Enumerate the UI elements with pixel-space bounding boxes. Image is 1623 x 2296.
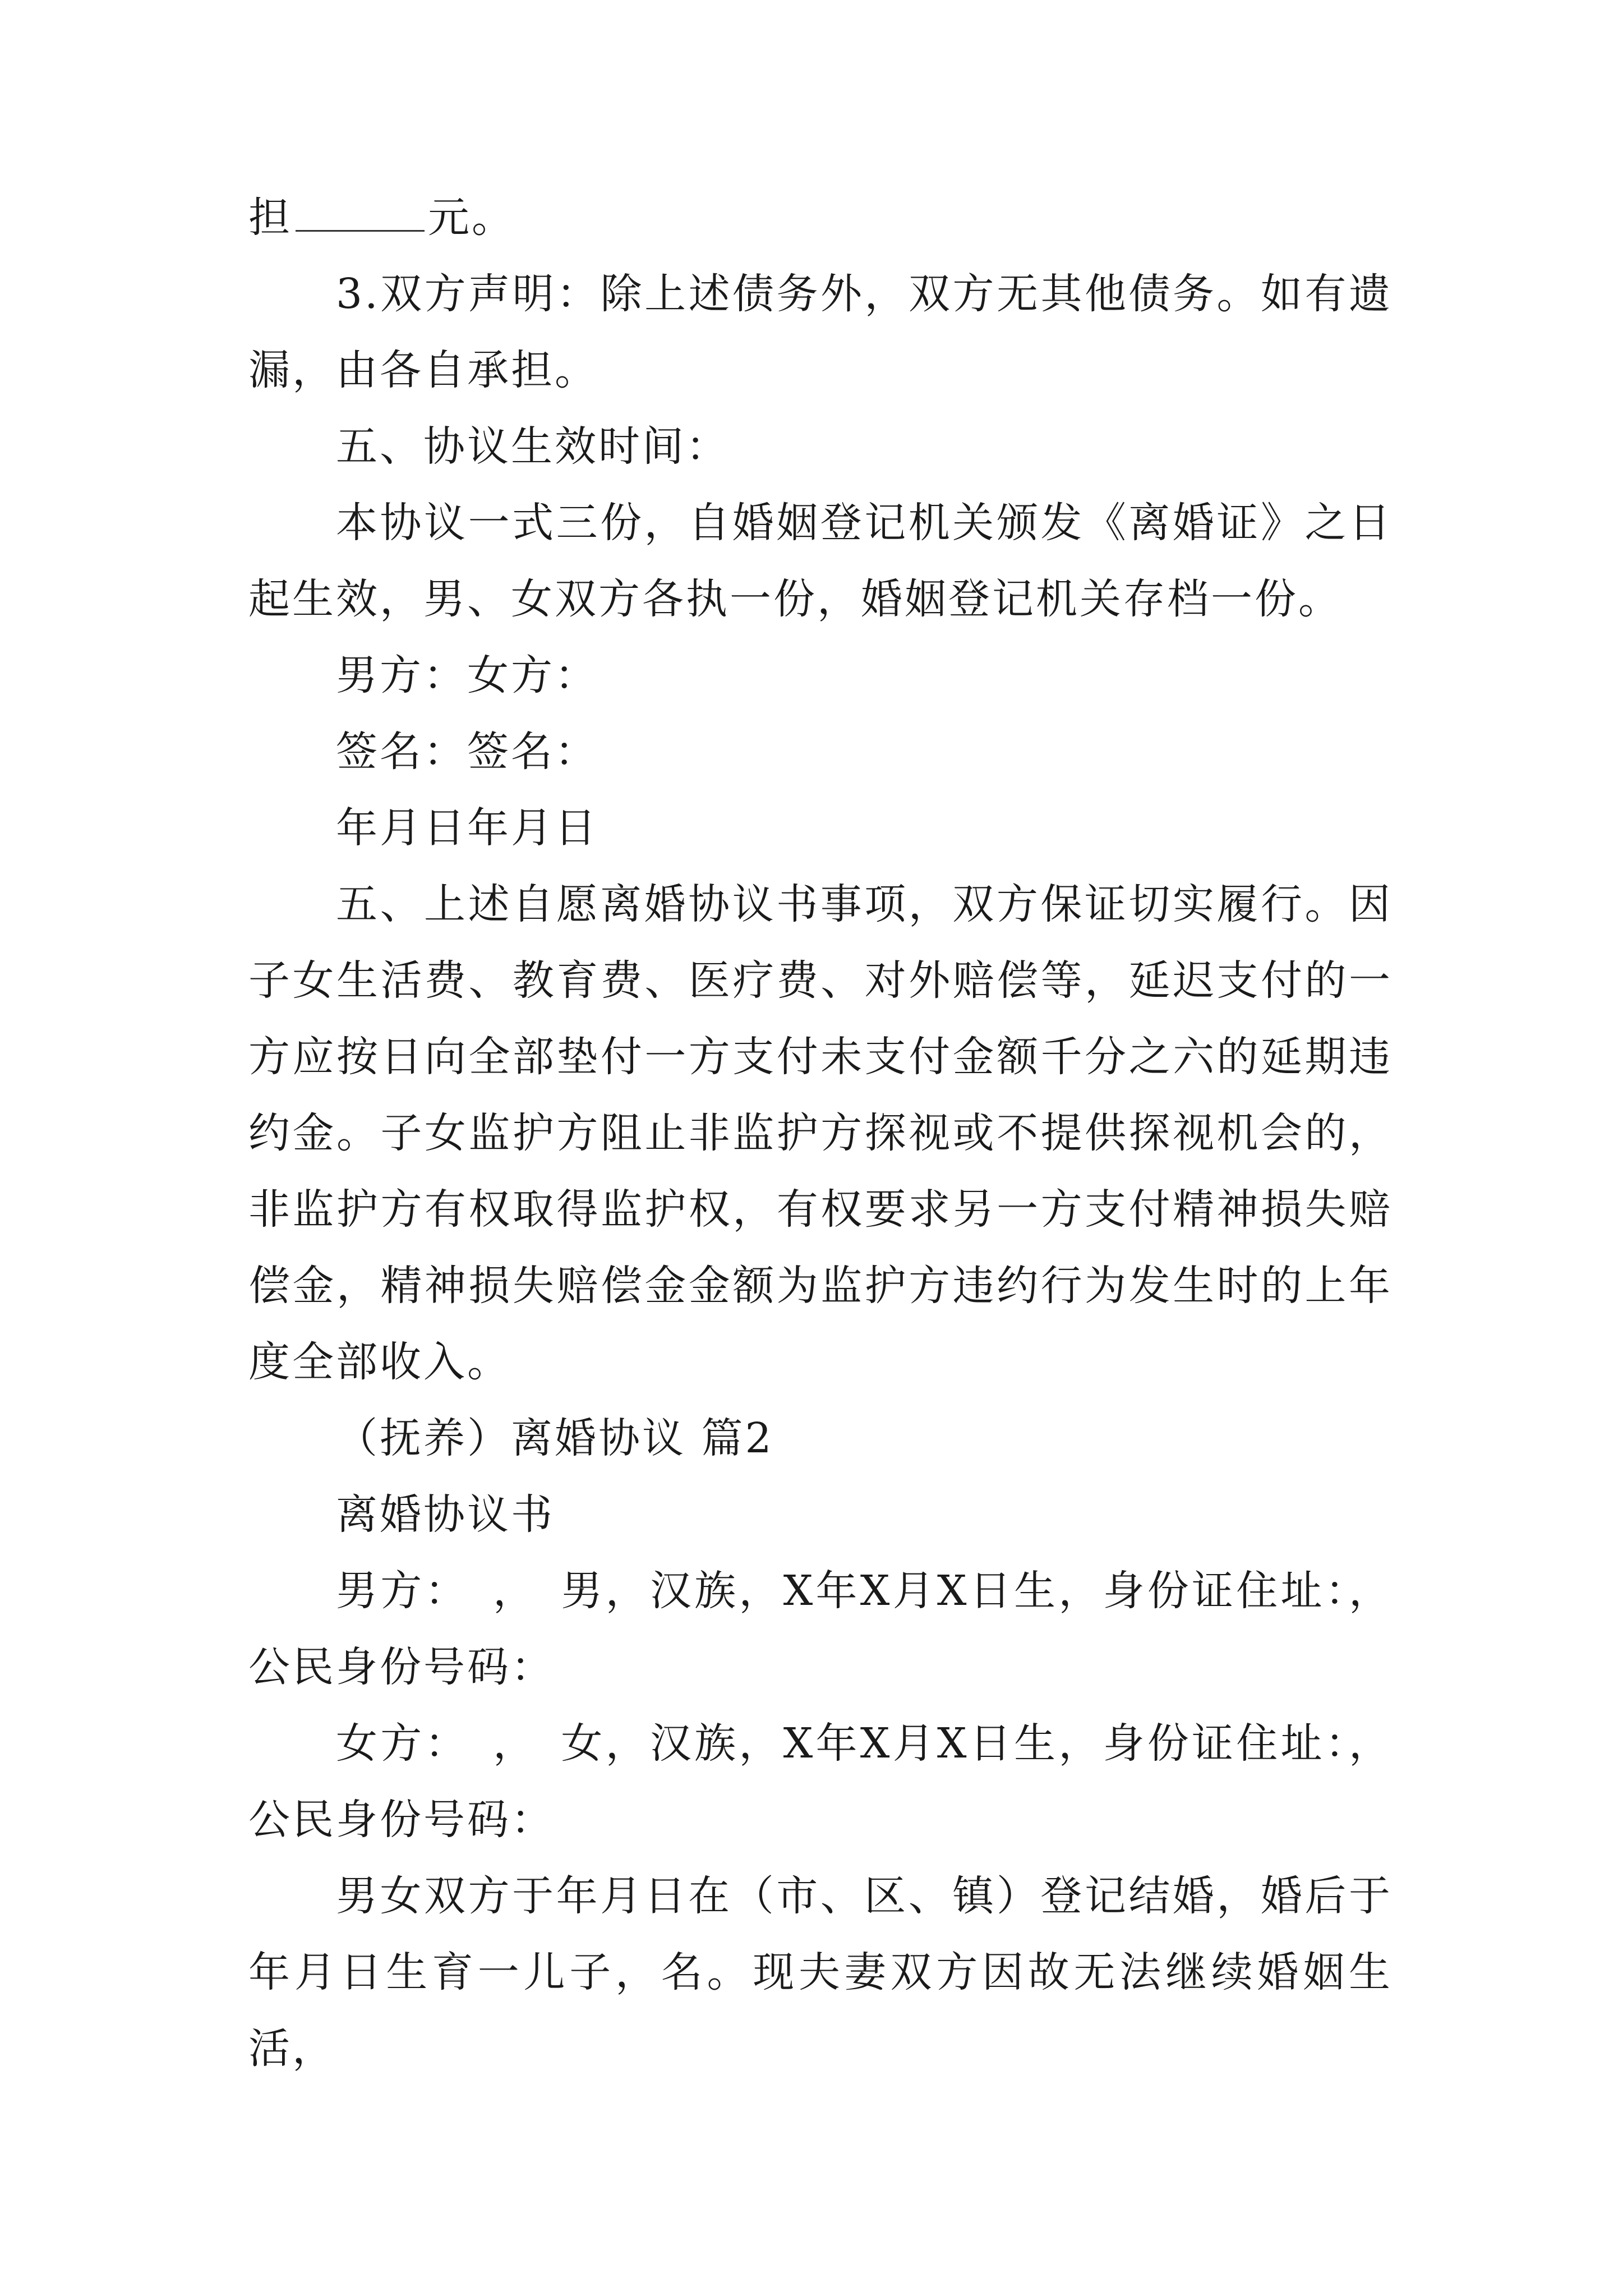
- signature-names: 签名：签名：: [336, 728, 598, 776]
- continuation-suffix: 元。: [428, 194, 515, 242]
- section-title-part-2: （抚养）离婚协议 篇2: [336, 1414, 774, 1462]
- section-heading-effective-time: 五、协议生效时间：: [336, 422, 730, 471]
- paragraph-effective-clause: 本协议一式三份，自婚姻登记机关颁发《离婚证》之日起生效，男、女双方各执一份，婚姻登记机关存档一份。: [248, 499, 1393, 623]
- document-title: 离婚协议书: [336, 1490, 555, 1539]
- signature-parties: 男方：女方：: [336, 651, 598, 700]
- party-female-info: 女方： ， 女，汉族，X年X月X日生，身份证住址：，公民身份号码：: [248, 1719, 1393, 1844]
- document-body: [248, 180, 1393, 2087]
- party-male-info: 男方： ， 男，汉族，X年X月X日生，身份证住址：，公民身份号码：: [248, 1567, 1393, 1691]
- signature-dates: 年月日年月日: [336, 804, 598, 852]
- fill-in-blank: [296, 196, 425, 232]
- paragraph-debt-declaration: 3.双方声明：除上述债务外，双方无其他债务。如有遗漏，由各自承担。: [248, 270, 1393, 394]
- continuation-line: [248, 180, 1393, 256]
- paragraph-performance-clause: 五、上述自愿离婚协议书事项，双方保证切实履行。因子女生活费、教育费、医疗费、对外赔偿等，延迟支付的一方应按日向全部垫付一方支付未支付金额千分之六的延期违约金。子女监护方阻止非监护方探视或不提供探视机会的，非监护方有权取得监护权，有权要求另一方支付精神损失赔偿金，精神损失赔偿金金额为监护方违约行为发生时的上年度全部收入。: [248, 880, 1393, 1386]
- paragraph-marriage-background: 男女双方于年月日在（市、区、镇）登记结婚，婚后于年月日生育一儿子，名。现夫妻双方因故无法继续婚姻生活，: [248, 1872, 1393, 2073]
- continuation-prefix: 担: [248, 194, 292, 242]
